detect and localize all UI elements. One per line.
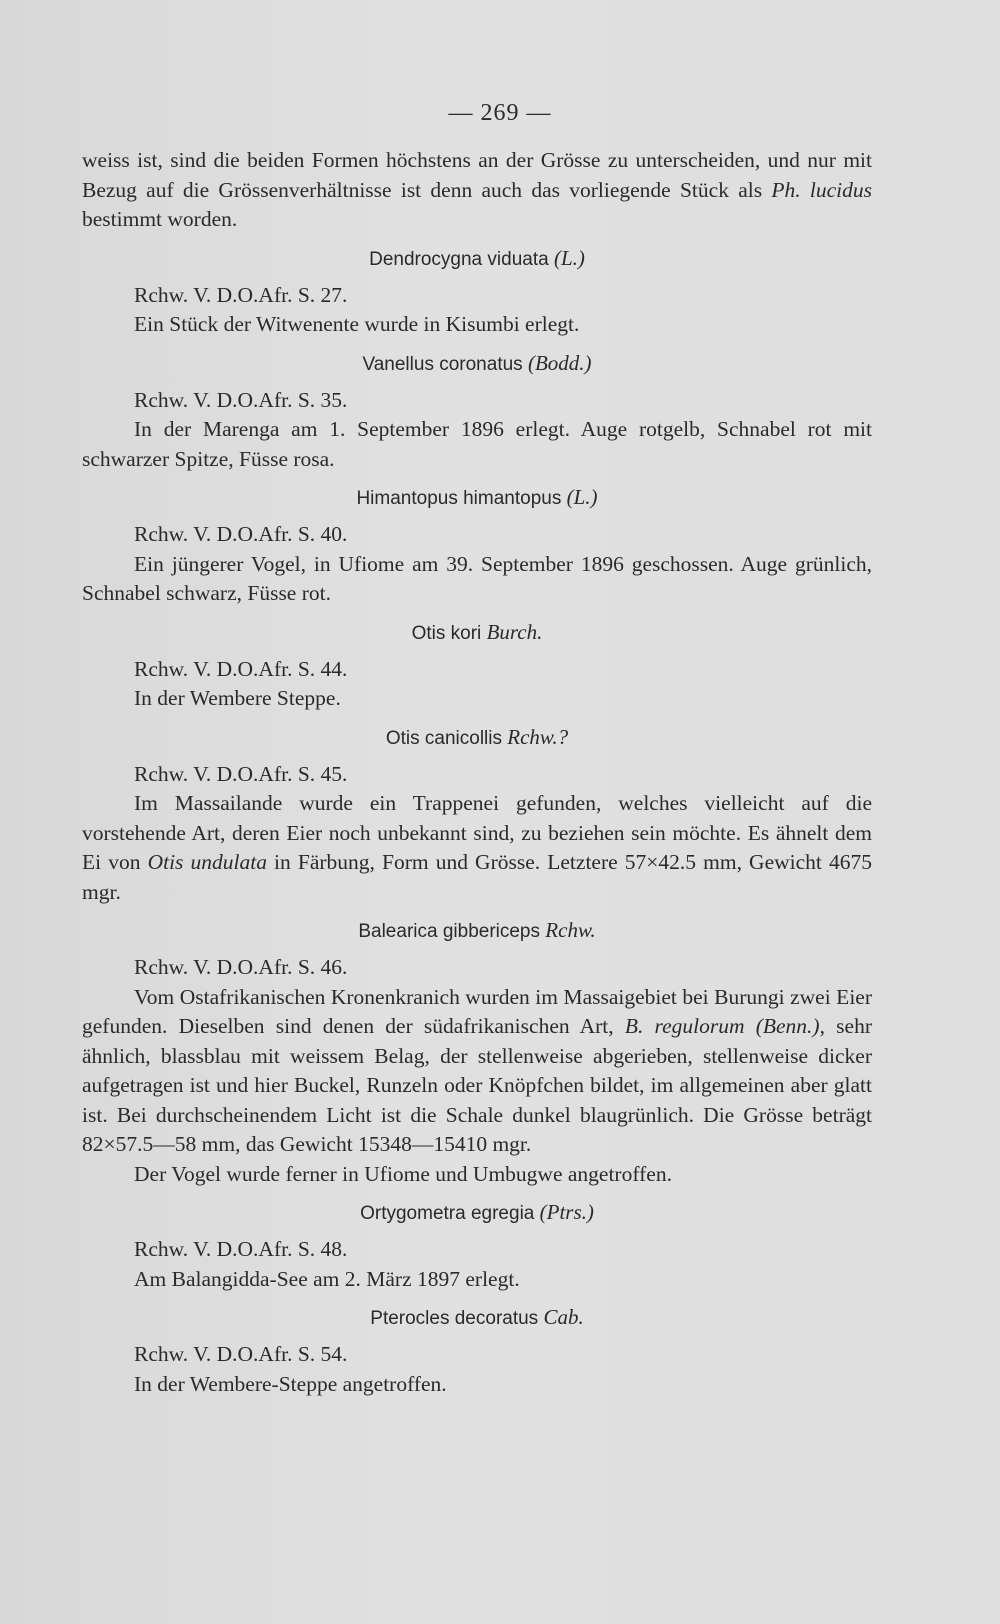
species-heading-author: (Bodd.)	[527, 350, 592, 375]
species-heading	[82, 484, 872, 512]
species-heading-author: (Ptrs.)	[539, 1200, 594, 1224]
reference: Rchw. V. D.O.Afr. S. 54.	[134, 1342, 348, 1366]
species-heading-author: Cab.	[543, 1305, 584, 1329]
reference: Rchw. V. D.O.Afr. S. 40.	[134, 522, 348, 546]
species-name: B. regulorum (Benn.)	[624, 1014, 820, 1038]
page-body	[82, 146, 872, 1399]
intro-paragraph	[82, 146, 872, 235]
entry-text-part: Vom Ostafrikanischen Kronenkranich wurden im Massaigebiet bei Burungi zwei Eier gefunden. Dieselben sind denen der südafrikanischen Art,	[82, 984, 872, 1038]
entry-text: In der Marenga am 1. September 1896 erlegt. Auge rotgelb, Schnabel rot mit schwarzer Spitze, Füsse rosa.	[82, 417, 872, 471]
entry-text: Der Vogel wurde ferner in Ufiome und Umbugwe angetroffen.	[134, 1161, 672, 1186]
species-heading-author: (L.)	[553, 245, 585, 270]
species-heading-author: Burch.	[486, 619, 543, 644]
entry-text: Am Balangidda-See am 2. März 1897 erlegt.	[134, 1266, 520, 1291]
page-number: — 269 —	[448, 100, 552, 126]
entry-text: In der Wembere-Steppe angetroffen.	[134, 1371, 447, 1396]
species-heading-name: Vanellus coronatus	[362, 353, 523, 375]
species-heading-author: (L.)	[566, 485, 598, 509]
species-heading-name: Otis canicollis	[385, 727, 502, 749]
species-heading	[82, 917, 872, 945]
entry-text-part: Im Massailande wurde ein Trappenei gefunden, welches vielleicht auf die vorstehende Art, deren Eier noch unbekannt sind, zu beziehen sein möchte. Es ähnelt dem Ei von	[82, 791, 872, 874]
species-heading	[82, 1304, 872, 1332]
species-heading-name: Balearica gibbericeps	[358, 921, 541, 942]
species-name: Ph. lucidus	[771, 177, 872, 202]
species-heading-name: Otis kori	[411, 622, 482, 644]
species-name: Otis undulata	[147, 850, 267, 874]
reference: Rchw. V. D.O.Afr. S. 48.	[134, 1237, 348, 1261]
species-heading	[82, 350, 872, 378]
entry-text: Ein Stück der Witwenente wurde in Kisumbi erlegt.	[134, 312, 580, 336]
species-heading	[82, 619, 872, 647]
entry-text: In der Wembere Steppe.	[134, 686, 341, 710]
entry-text: Ein jüngerer Vogel, in Ufiome am 39. September 1896 geschossen. Auge grünlich, Schnabel schwarz, Füsse rot.	[82, 551, 872, 605]
species-heading	[82, 1199, 872, 1227]
entry-text-part: , sehr ähnlich, blassblau mit weissem Belag, der stellenweise abgerieben, stellenweise dicker aufgetragen ist und hier Buckel, Runzeln oder Knöpfchen bildet, im allgemeinen aber glatt ist. Bei durchscheinendem Licht ist die Schale dunkel blaugrünlich. Die Grösse beträgt 82×57.5—58 mm, das Gewicht 15348—15410 mgr.	[82, 1014, 872, 1156]
species-heading	[82, 724, 872, 752]
entry-text	[82, 983, 872, 1160]
intro-text: weiss ist, sind die beiden Formen höchstens an der Grösse zu unterscheiden, und nur mit Bezug auf die Grössenverhältnisse ist denn auch das vorliegende Stück als	[82, 148, 872, 202]
species-heading-author: Rchw.	[545, 918, 596, 942]
reference: Rchw. V. D.O.Afr. S. 27.	[134, 282, 348, 307]
reference: Rchw. V. D.O.Afr. S. 45.	[134, 761, 348, 786]
intro-text: bestimmt worden.	[82, 207, 238, 231]
species-heading	[82, 245, 872, 273]
species-heading-author: Rchw.?	[507, 724, 569, 749]
reference: Rchw. V. D.O.Afr. S. 44.	[134, 656, 348, 681]
species-heading-name: Dendrocygna viduata	[369, 248, 549, 270]
species-heading-name: Pterocles decoratus	[370, 1308, 539, 1329]
entry-text-part: in Färbung, Form und Grösse. Letztere 57×42.5 mm, Gewicht 4675 mgr.	[82, 850, 872, 904]
species-heading-name: Ortygometra egregia	[360, 1203, 535, 1224]
entry-text	[82, 789, 872, 907]
species-heading-name: Himantopus himantopus	[356, 488, 562, 509]
reference: Rchw. V. D.O.Afr. S. 35.	[134, 387, 348, 412]
reference: Rchw. V. D.O.Afr. S. 46.	[134, 955, 348, 979]
